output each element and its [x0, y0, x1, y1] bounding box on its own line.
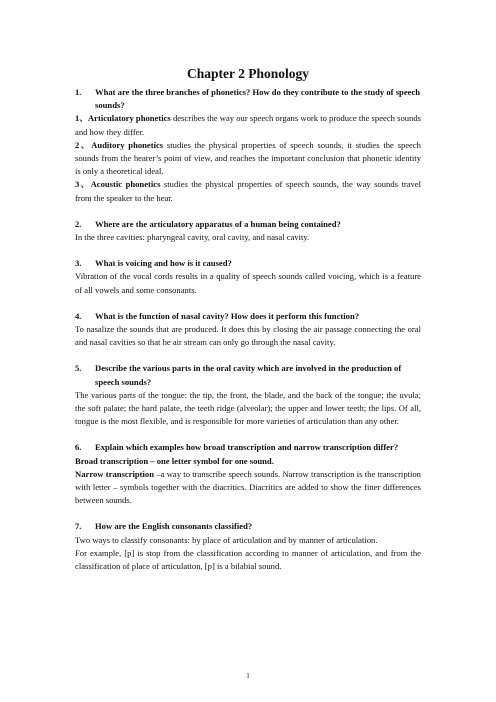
answer-4: To nasalize the sounds that are produced. It does this by closing the air passage connecting the oral and nasal cavities so that he air stream can only go through the nasal cavity. [75, 324, 421, 348]
question-1 [75, 86, 421, 112]
term: 2、Auditory phonetics [75, 139, 164, 150]
question-text: What are the three branches of phonetics? How do they contribute to the study of speech sounds? [95, 87, 421, 111]
question-number: 5. [75, 363, 82, 374]
term: Narrow transcription [75, 468, 154, 479]
answer-6-part-2: Narrow transcription –a way to transcribe speech sounds. Narrow transcription is the transcription with letter – symbols together with the diacritics. Diacritics are added to show the finer differences between sounds. [75, 468, 421, 506]
question-7 [75, 520, 421, 533]
answer-1-part-1: 1、Articulatory phonetics describes the way our speech organs work to produce the speech sounds and how they differ. [75, 113, 421, 137]
question-5 [75, 362, 421, 388]
question-6 [75, 441, 421, 454]
question-4 [75, 310, 421, 323]
question-text: Describe the various parts in the oral cavity which are involved in the production of speech sounds? [95, 363, 402, 387]
answer-3: Vibration of the vocal cords results in a quality of speech sounds called voicing, which is a feature of all vowels and some consonants. [75, 271, 421, 295]
question-2 [75, 218, 421, 231]
question-number: 1. [75, 87, 82, 97]
answer-5: The various parts of the tongue: the tip, the front, the blade, and the back of the tongue; the uvula; the soft palate; the hard palate, the teeth ridge (alveolar); the upper and lower teeth; the lips. Of all, tongue is the most flexible, and is responsible for more varieties of articulation than any other. [75, 389, 421, 427]
term: 1、Articulatory phonetics [75, 113, 171, 124]
answer-6-part-1: Broad transcription – one letter symbol for one sound. [75, 455, 274, 466]
question-number: 3. [75, 258, 82, 269]
answer-2: In the three cavities: pharyngeal cavity, oral cavity, and nasal cavity. [75, 232, 310, 243]
question-text: Where are the articulatory apparatus of a human being contained? [95, 218, 341, 229]
question-number: 4. [75, 310, 82, 321]
answer-7-part-1: Two ways to classify consonants: by place of articulation and by manner of articulation. [75, 534, 378, 545]
question-text: Explain which examples how broad transcription and narrow transcription differ? [95, 442, 399, 453]
question-text: What is voicing and how is it caused? [95, 258, 232, 269]
question-3 [75, 257, 421, 270]
chapter-title: Chapter 2 Phonology [186, 66, 309, 81]
answer-1-part-2: 2、Auditory phonetics studies the physical properties of speech sounds, it studies the speech sounds from the hearer’s point of view, and reaches the important conclusion that phonetic identity is only a theoretical ideal. [75, 139, 421, 177]
page-number: 1 [246, 672, 250, 680]
question-number: 2. [75, 218, 82, 229]
question-number: 7. [75, 521, 82, 532]
question-text: How are the English consonants classified? [95, 521, 253, 532]
question-number: 6. [75, 442, 82, 453]
content-body [75, 86, 421, 573]
term: 3、Acoustic phonetics [75, 179, 161, 190]
answer-1-part-3: 3、Acoustic phonetics studies the physical properties of speech sounds, the way sounds travel from the speaker to the hear. [75, 179, 422, 203]
answer-7-part-2: For example, [p] is stop from the classification according to manner of articulation, and from the classification of place of articulation, [p] is a bilabial sound. [75, 547, 421, 572]
question-text: What is the function of nasal cavity? How does it perform this function? [95, 310, 360, 321]
